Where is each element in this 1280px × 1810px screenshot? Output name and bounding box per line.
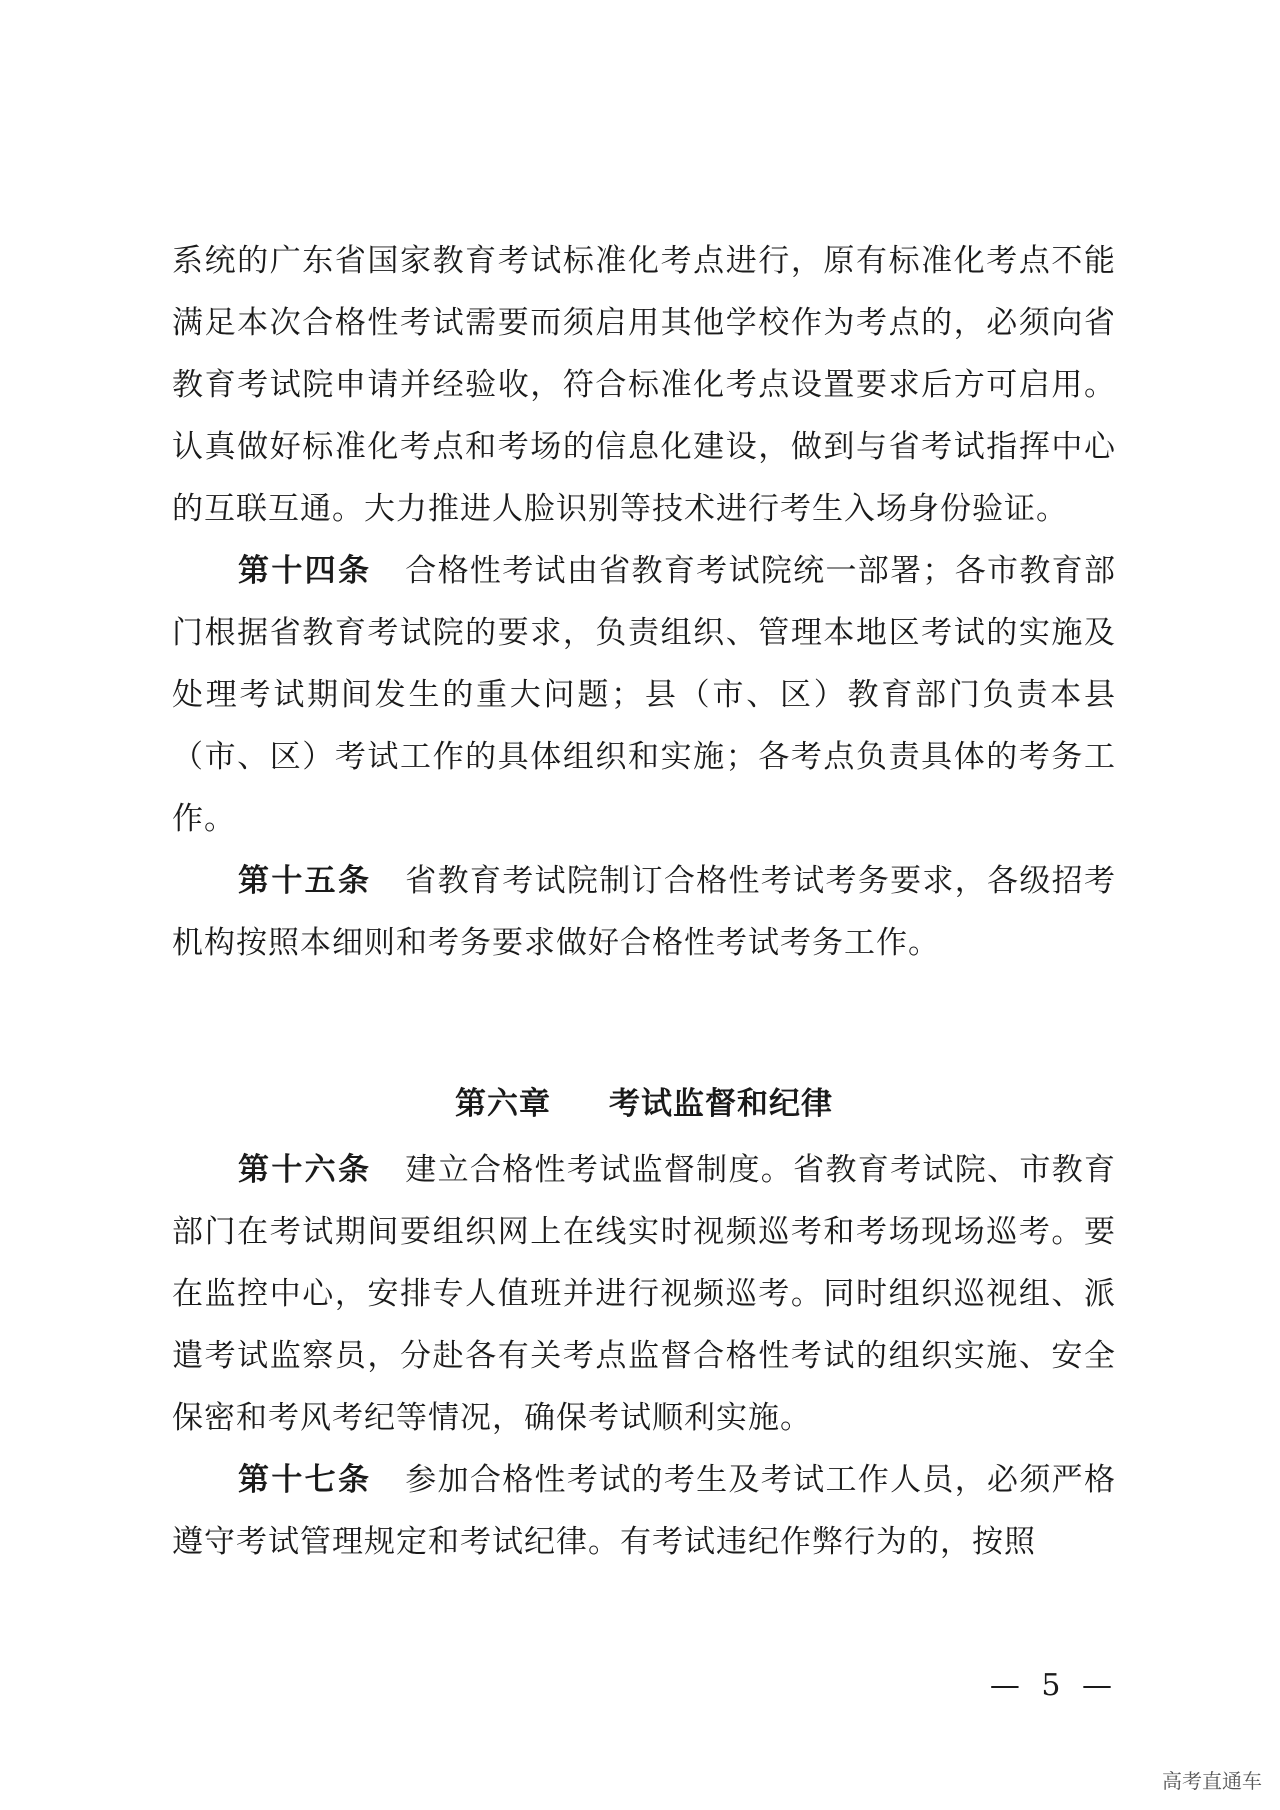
chapter-heading (172, 1079, 1116, 1129)
article-15 (172, 850, 1116, 974)
article-15-number: 第十五条 (238, 863, 372, 899)
article-16-text: 建立合格性考试监督制度。省教育考试院、市教育部门在考试期间要组织网上在线实时视频巡考和考场现场巡考。要在监控中心，安排专人值班并进行视频巡考。同时组织巡视组、派遣考试监察员，分赴各有关考点监督合格性考试的组织实施、安全保密和考风考纪等情况，确保考试顺利实施。 (172, 1152, 1116, 1436)
article-14-text: 合格性考试由省教育考试院统一部署；各市教育部门根据省教育考试院的要求，负责组织、管理本地区考试的实施及处理考试期间发生的重大问题；县（市、区）教育部门负责本县（市、区）考试工作的具体组织和实施；各考点负责具体的考务工作。 (172, 553, 1116, 837)
article-14-number: 第十四条 (238, 553, 372, 589)
chapter-number: 第六章 (455, 1086, 551, 1122)
article-16-number: 第十六条 (238, 1152, 372, 1188)
lead-paragraph: 系统的广东省国家教育考试标准化考点进行，原有标准化考点不能满足本次合格性考试需要而须启用其他学校作为考点的，必须向省教育考试院申请并经验收，符合标准化考点设置要求后方可启用。认真做好标准化考点和考场的信息化建设，做到与省考试指挥中心的互联互通。大力推进人脸识别等技术进行考生入场身份验证。 (172, 243, 1116, 527)
article-17-text: 参加合格性考试的考生及考试工作人员，必须严格遵守考试管理规定和考试纪律。有考试违纪作弊行为的，按照 (172, 1462, 1116, 1560)
article-14 (172, 540, 1116, 850)
text-block-upper (172, 230, 1116, 974)
article-15-text: 省教育考试院制订合格性考试考务要求，各级招考机构按照本细则和考务要求做好合格性考试考务工作。 (172, 863, 1116, 961)
page-number: — 5 — (989, 1668, 1118, 1703)
article-17-number: 第十七条 (238, 1462, 372, 1498)
article-17 (172, 1449, 1116, 1573)
watermark-text: 高考直通车 (1162, 1769, 1262, 1793)
article-16 (172, 1139, 1116, 1449)
chapter-title: 考试监督和纪律 (609, 1086, 833, 1122)
text-block-lower (172, 1139, 1116, 1573)
